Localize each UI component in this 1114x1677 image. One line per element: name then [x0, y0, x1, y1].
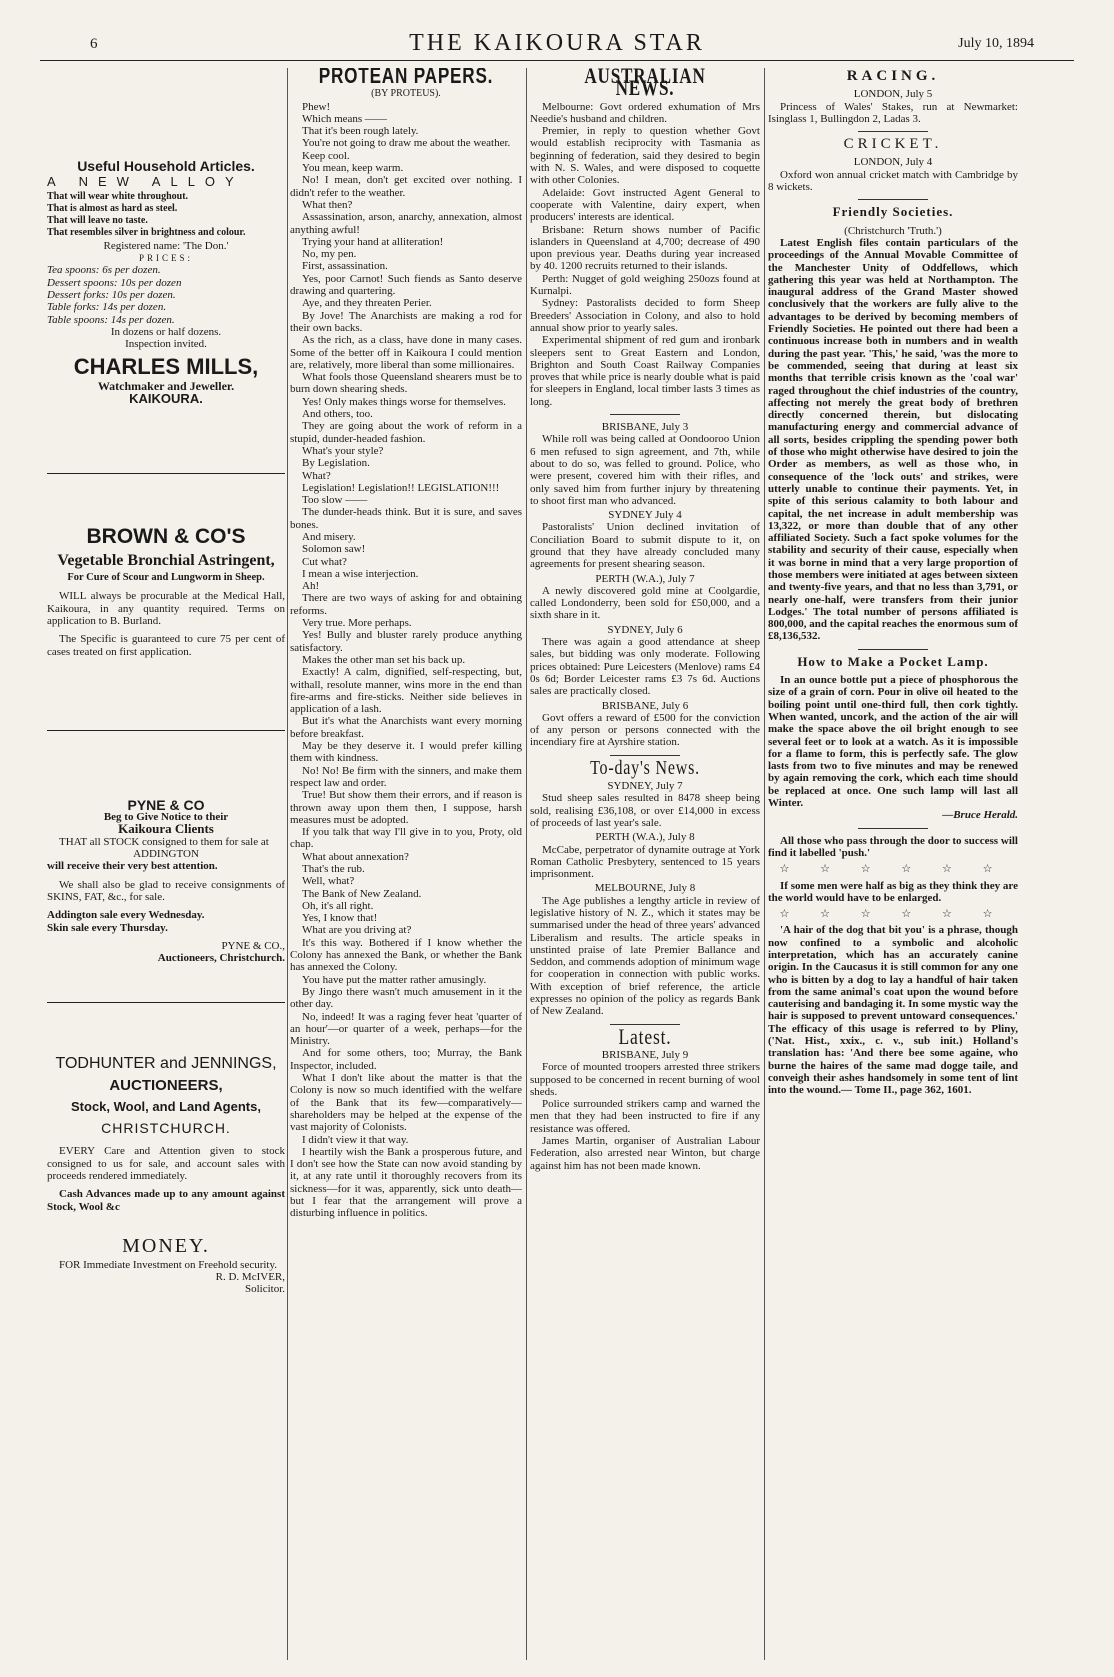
article-title: PROTEAN PAPERS.: [318, 68, 494, 88]
article-text: All those who pass through the door to success will find it labelled 'push.': [768, 834, 1018, 859]
money-title: MONEY.: [122, 1234, 210, 1257]
article-text: If some men were half as big as they think they are the world would have to be enlarged.: [768, 879, 1018, 904]
advertiser-trade: Watchmaker and Jeweller.: [97, 379, 235, 394]
dialogue-line: And others, too.: [302, 408, 373, 421]
product-name: Vegetable Bronchial Astringent,: [57, 552, 275, 570]
ad-body: We shall also be glad to receive consignments of SKINS, FAT, &c., for sale.: [47, 878, 285, 903]
short-rule: [858, 199, 928, 200]
section-title: Latest.: [618, 1023, 672, 1049]
dialogue-line: That it's been rough lately.: [302, 125, 419, 138]
dialogue-line: Makes the other man set his back up.: [302, 653, 466, 666]
dialogue-line: I didn't view it that way.: [302, 1133, 409, 1146]
news-item: Brisbane: Return shows number of Pacific islanders in Queensland at 4,700; decrease of 490 upon previous year. Deaths during year increased by 40. 1200 recruits returned to their islands.: [530, 223, 760, 273]
news-item: Adelaide: Govt instructed Agent General to cooperate with Valentine, dairy expert, when producers' interests are identical.: [530, 186, 760, 224]
dialogue-line: What I don't like about the matter is that the Colony is now so much identified with the welfare of the Bank that its few—comparatively—shareholders may be helped at the expense of the vast majority of Colonists.: [290, 1072, 522, 1134]
news-item: Sydney: Pastoralists decided to form Sheep Breeders' Association in Colony, and also to hold annual show prior to yearly sales.: [530, 297, 760, 334]
column-rule: [526, 68, 527, 1660]
dialogue-line: Exactly! A calm, dignified, self-respecting, but, withall, resolute manner, wins more in the end than fire-arms and fire-sticks. Neither side believes in application of a lash.: [290, 666, 522, 716]
source-line: (Christchurch 'Truth.'): [844, 224, 942, 237]
alloy-line: A NEW ALLOY: [47, 174, 244, 190]
ad-line: That will wear white throughout.: [47, 190, 189, 202]
dialogue-line: Assassination, arson, anarchy, annexation, almost anything awful!: [290, 211, 522, 236]
short-rule: [858, 828, 928, 829]
dialogue-line: Yes, poor Carnot! Such fiends as Santo deserve drawing and quartering.: [290, 272, 522, 298]
money-ad: [47, 1233, 285, 1296]
prices-label: PRICES:: [138, 253, 193, 264]
dialogue-line: Yes, I know that!: [302, 912, 378, 925]
ad-signature: PYNE & CO.,: [221, 939, 285, 952]
dialogue-line: And misery.: [302, 530, 356, 543]
ad-place: ADDINGTON: [133, 848, 199, 861]
dialogue-line: Well, what?: [302, 875, 355, 888]
price-line: Table forks: 14s per dozen.: [47, 301, 167, 314]
divider: [47, 1002, 285, 1003]
dialogue-line: Aye, and they threaten Perier.: [302, 297, 432, 310]
ad-line: Beg to Give Notice to their: [103, 811, 229, 824]
dialogue-line: What?: [302, 469, 331, 482]
dateline: BRISBANE, July 9: [601, 1048, 689, 1061]
short-rule: [858, 649, 928, 650]
ad-line: Addington sale every Wednesday.: [47, 909, 205, 922]
dialogue-line: First, assassination.: [302, 260, 388, 273]
dialogue-line: Too slow ——: [302, 494, 368, 507]
dialogue-line: May be they deserve it. I would prefer killing them with kindness.: [290, 740, 522, 765]
advertiser-town: KAIKOURA.: [129, 390, 203, 406]
issue-date: July 10, 1894: [958, 36, 1034, 51]
dialogue-line: By Jingo there wasn't much amusement in it the other day.: [290, 985, 522, 1011]
dialogue-line: Trying your hand at alliteration!: [302, 235, 444, 248]
news-text: Police surrounded strikers camp and warned the men that they had been instructed to fire if any resistance was offered.: [530, 1098, 760, 1135]
news-text: Princess of Wales' Stakes, run at Newmarket: Isinglass 1, Bullingdon 2, Ladas 3.: [768, 100, 1018, 125]
dialogue-line: As the rich, as a class, have done in many cases. Some of the better off in Kaikoura I could mention are, relatively, more liberal than some millionaires.: [290, 334, 522, 371]
news-text: The Age publishes a lengthy article in review of legislative history of N. Z., which it states may be summarised under the head of three years' advanced Liberalism and results. The article speaks in unstinted praise of late Premier Ballance and Seddon, and commends adoption of minimum wage for cooperation in connection with public works. With exception of brief reference, the article expresses no opinion of the policy as regards Bank of New Zealand.: [530, 894, 760, 1018]
ad-body: will receive their very best attention.: [47, 860, 218, 873]
ad-line: Kaikoura Clients: [118, 821, 214, 837]
section-title: How to Make a Pocket Lamp.: [797, 653, 989, 669]
dateline: BRISBANE, July 6: [601, 699, 689, 712]
dialogue-line: And for some others, too; Murray, the Bank Inspector, included.: [290, 1047, 522, 1072]
news-item: Perth: Nugget of gold weighing 250ozs found at Kurnalpi.: [530, 272, 760, 298]
dialogue-line: Phew!: [302, 100, 331, 113]
price-line: Dessert spoons: 10s per dozen: [47, 276, 182, 289]
price-line: Table spoons: 14s per dozen.: [47, 313, 175, 326]
news-text: Govt offers a reward of £500 for the conviction of any person or persons connected with the incendiary fire at Ayrshire station.: [530, 711, 760, 749]
dialogue-line: I heartily wish the Bank a prosperous future, and I don't see how the State can now avoid standing by it, at any rate until it thoroughly recovers from its sickness—for it was, apparently, sick unto death—but I fear that the arrangement will prove a disturbing influence in politics.: [290, 1145, 522, 1220]
pyne-co-ad: [47, 796, 285, 965]
todhunter-jennings-ad: [47, 1053, 285, 1212]
news-item: Experimental shipment of red gum and ironbark sleepers sent to Great Eastern and London, Brighton and South Coast Railway Companies proves that while price is nearly double what is paid for sleepers in England, local timber lasts 3 times as long.: [530, 334, 760, 408]
short-rule: [858, 131, 928, 132]
dialogue-line: But it's what the Anarchists want every morning before breakfast.: [290, 715, 522, 740]
article-text: Latest English files contain particulars of the proceedings of the Annual Movable Committee of the Manchester Unity of Oddfellows, which gathering this year was held at Northampton. The inaugural address of the Grand Master showed conclusively that the workers are fully alive to the advantages to be derived by becoming members of Friendly Societies. He pointed out there had been a continuous increase both in numbers and in wealth during the past year. 'This,' he said, 'was the more to be commended, seeing that during at least six months that terrible crisis known as the 'coal war' raged throughout the chief industries of the country, affecting not merely the great body of brethren directly concerned therein, but dislocating manufacturing energy and commercial advance of all sorts, besides crippling the spending power both of those who might otherwise have desired to join the Order as members, as well as those who, in consequence of the 'lock outs' and strikes, were utterly unable to continue their payments. Yet, in spite of this serious calamity to both labour and capital, the net increase in adult membership was 13,322, or more than double that of any other affiliated Society. Such a fact spoke volumes for the stability and security of their cause, especially when it was borne in mind that a very large proportion of those members were initiated at ages between sixteen and twenty-five years, and that no less than 3,791, or nearly one-half, were transfers from their junior Lodges.' The total number of persons affiliated is 800,000, and the capital reaches the enormous sum of £8,136,532.: [768, 236, 1018, 643]
dialogue-line: Ah!: [302, 580, 320, 593]
ad-body: EVERY Care and Attention given to stock consigned to us for sale, and account sales with proceeds rendered immediately.: [47, 1145, 285, 1182]
dateline: PERTH (W.A.), July 8: [595, 831, 695, 844]
ad-body: Cash Advances made up to any amount against Stock, Wool &c: [47, 1188, 285, 1213]
star-divider: ☆ ☆ ☆ ☆ ☆ ☆: [779, 908, 1007, 921]
ad-line: Skin sale every Thursday.: [47, 921, 168, 934]
registered-name: Registered name: 'The Don.': [103, 239, 229, 252]
dateline: LONDON, July 5: [853, 88, 933, 101]
article-text: In an ounce bottle put a piece of phosphorous the size of a grain of corn. Pour in olive oil heated to the boiling point until one-third full, then cork tightly. When wanted, uncork, and the action of the air will make the space above the oil bright enough to see several feet or to look at a watch. As it is impossible for a flame to form, this is perfectly safe. The glow lasts from two to five minutes and may be renewed by again removing the cork, which each time should be replaced at once. One such lamp will last all Winter.: [768, 674, 1018, 810]
news-text: A newly discovered gold mine at Coolgardie, called Londonderry, been sold for £50,000, and a sixth share in it.: [530, 584, 760, 622]
page-number: 6: [90, 36, 98, 52]
ad-body: FOR Immediate Investment on Freehold security.: [59, 1258, 278, 1271]
advertiser-role: AUCTIONEERS,: [109, 1077, 223, 1095]
dialogue-line: You mean, keep warm.: [302, 162, 404, 175]
dialogue-line: Solomon saw!: [302, 543, 366, 556]
news-items: [530, 101, 760, 408]
newspaper-title: THE KAIKOURA STAR: [409, 30, 705, 56]
news-text: James Martin, organiser of Australian Labour Federation, also arrested near Winton, but charge against him has not been made known.: [530, 1135, 760, 1172]
dialogue-line: What fools those Queensland shearers must be to burn down shearing sheds.: [290, 371, 522, 396]
article-text: 'A hair of the dog that bit you' is a phrase, though now confined to a symbolic and alcoholic interpretation, which has an accurately canine origin. In the Caucasus it is still common for any one who is bitten by a dog to lay a handful of hair taken from the same animal's coat upon the wound before cauterising and bandaging it. In some mystic way the hair is supposed to prevent untoward consequences.' The efficacy of this usage is referred to by Pliny, ('Nat. Hist., xxix., c. v., sub init.) Holland's translation has: 'And there bee some againe, who burne the haires of the same mad dogge taile, and conveigh their ashes handsomely in some tent of lint into the wound.— Tome II., page 362, 1601.: [768, 924, 1018, 1097]
section-title: CRICKET.: [843, 136, 943, 153]
advertisements-column: [47, 68, 285, 1660]
dialogue-line: What are you driving at?: [302, 924, 412, 937]
ad-line: That is almost as hard as steel.: [47, 202, 178, 214]
dialogue-line: You have put the matter rather amusingly.: [302, 973, 487, 986]
short-rule: [610, 755, 680, 756]
dialogue-line: Cut what?: [302, 555, 347, 568]
dateline: MELBOURNE, July 8: [594, 882, 696, 895]
brown-co-ad: [47, 524, 285, 658]
dateline: BRISBANE, July 3: [601, 421, 689, 434]
dialogue-line: They are going about the work of reform in a stupid, dunder-headed fashion.: [290, 420, 522, 445]
news-text: Stud sheep sales resulted in 8478 sheep being sold, realising £36,108, or over £14,000 in excess of proceeds of last year's sale.: [530, 792, 760, 829]
credit-line: —Bruce Herald.: [942, 809, 1018, 822]
price-line: Tea spoons: 6s per dozen.: [47, 264, 161, 277]
charles-mills-ad: [47, 160, 285, 405]
news-text: While roll was being called at Oondooroo Union 6 men refused to sign agreement, and 7th, while about to do so, was felled to ground. Police, who were present, covered him with their rifles, and only saved him from further injury by threatening to shoot first man who advanced.: [530, 433, 760, 507]
advertiser-agents: Stock, Wool, and Land Agents,: [71, 1099, 261, 1115]
ad-signature: Solicitor.: [244, 1283, 285, 1296]
ad-subtitle: For Cure of Scour and Lungworm in Sheep.: [67, 572, 265, 584]
divider: [47, 730, 285, 731]
dialogue-line: The Bank of New Zealand.: [302, 887, 422, 900]
miscellany-column: [768, 68, 1018, 1660]
dialogue-line: Which means ——: [302, 112, 387, 125]
ad-signature: R. D. McIVER,: [215, 1271, 285, 1284]
advertiser-city: CHRISTCHURCH.: [101, 1120, 231, 1137]
dialogue-line: No, my pen.: [302, 248, 357, 261]
dialogue-line: Very true. More perhaps.: [302, 617, 412, 630]
dialogue-line: By Jove! The Anarchists are making a rod for their own backs.: [290, 309, 522, 334]
dateline: SYDNEY, July 7: [607, 780, 683, 793]
news-text: Oxford won annual cricket match with Cambridge by 8 wickets.: [768, 168, 1018, 194]
advertiser-name: BROWN & CO'S: [86, 525, 246, 549]
dateline: LONDON, July 4: [853, 156, 933, 169]
dialogue-line: Oh, it's all right.: [302, 899, 374, 912]
dialogue-line: What about annexation?: [302, 850, 409, 863]
divider: [47, 473, 285, 474]
dialogue-line: True! But show them their errors, and if reason is thrown away upon them then, I suppose, harsh measures must be adopted.: [290, 789, 522, 826]
advertiser-name: CHARLES MILLS,: [73, 354, 259, 380]
dialogue-line: No! No! Be firm with the sinners, and make them respect law and order.: [290, 764, 522, 789]
news-text: Pastoralists' Union declined invitation of Conciliation Board to submit dispute to it, on ground that they have already concluded many agreements for present shearing season.: [530, 521, 760, 571]
dateline: SYDNEY, July 6: [607, 623, 683, 636]
dialogue-line: I mean a wise interjection.: [302, 567, 419, 580]
protean-papers-column: [290, 68, 522, 1660]
australian-news-column: [530, 68, 760, 1660]
ad-line: That will leave no taste.: [47, 215, 148, 227]
dialogue: [290, 101, 522, 1220]
advertiser-name: PYNE & CO: [127, 796, 205, 813]
ad-signature: Auctioneers, Christchurch.: [157, 952, 285, 965]
dialogue-line: What then?: [302, 198, 353, 211]
dialogue-line: By Legislation.: [302, 457, 370, 470]
ad-line: Inspection invited.: [125, 338, 207, 351]
dialogue-line: You're not going to draw me about the weather.: [302, 137, 511, 150]
column-rule: [764, 68, 765, 1660]
news-item: Melbourne: Govt ordered exhumation of Mrs Needie's husband and children.: [530, 100, 760, 125]
masthead: [40, 30, 1074, 61]
section-title: Friendly Societies.: [832, 204, 954, 220]
dialogue-line: If you talk that way I'll give in to you, Proty, old chap.: [290, 826, 522, 851]
dateline: PERTH (W.A.), July 7: [595, 572, 695, 585]
dialogue-line: No, indeed! It was a raging fever heat 'quarter of an hour'—or quarter of a week, perhaps—for the Ministry.: [290, 1010, 522, 1048]
dialogue-line: There are two ways of asking for and obtaining reforms.: [290, 592, 522, 617]
star-divider: ☆ ☆ ☆ ☆ ☆ ☆: [779, 863, 1007, 876]
ad-body: The Specific is guaranteed to cure 75 per cent of cases treated on first application.: [47, 633, 285, 658]
dateline: SYDNEY July 4: [608, 509, 682, 522]
dialogue-line: Legislation! Legislation!! LEGISLATION!!!: [302, 481, 500, 494]
dialogue-line: Yes! Only makes things worse for themselves.: [302, 395, 506, 408]
section-title: RACING.: [846, 68, 940, 84]
news-text: McCabe, perpetrator of dynamite outrage at York Roman Catholic Presbytery, sentenced to 15 years imprisonment.: [530, 843, 760, 881]
dialogue-line: Keep cool.: [302, 149, 350, 162]
section-title: To-day's News.: [590, 756, 700, 779]
dialogue-line: The dunder-heads think. But it is sure, and saves bones.: [290, 506, 522, 531]
column-rule: [287, 68, 288, 1660]
ad-body: WILL always be procurable at the Medical Hall, Kaikoura, in any quantity required. Terms on application to B. Burland.: [47, 590, 285, 627]
dialogue-line: No! I mean, don't get excited over nothing. I didn't refer to the weather.: [290, 174, 522, 199]
advertiser-name: TODHUNTER and JENNINGS,: [55, 1055, 277, 1073]
ad-heading: Useful Household Articles.: [77, 158, 255, 174]
dialogue-line: That's the rub.: [302, 863, 365, 875]
news-text: There was again a good attendance at sheep sales, but bidding was only moderate. Following prices obtained: Pure Leicesters (Menlove) rams £4 0s 6d; Border Leicester rams £3 7s 6d. Auctions sales are practically closed.: [530, 636, 760, 698]
dialogue-line: Yes! Bully and bluster rarely produce anything satisfactory.: [290, 629, 522, 654]
price-line: Dessert forks: 10s per dozen.: [47, 288, 176, 301]
news-item: Premier, in reply to question whether Govt would establish reciprocity with Tasmania as beginning of federation, said they desired to begin with N. S. Wales, and were disposed to coquette with other Colonies.: [530, 125, 760, 187]
ad-body: THAT all STOCK consigned to them for sale at: [59, 835, 269, 848]
short-rule: [610, 414, 680, 415]
news-text: Force of mounted troopers arrested three strikers supposed to be concerned in recent burning of wool sheds.: [530, 1061, 760, 1098]
dialogue-line: What's your style?: [302, 444, 384, 457]
ad-line: That resembles silver in brightness and colour.: [47, 227, 246, 239]
dialogue-line: It's this way. Bothered if I know whether the Colony has annexed the Bank, or whether the Bank has annexed the Colony.: [290, 936, 522, 974]
article-title: AUSTRALIAN NEWS.: [584, 68, 706, 101]
ad-line: In dozens or half dozens.: [110, 325, 222, 338]
byline: (BY PROTEUS).: [371, 88, 441, 100]
